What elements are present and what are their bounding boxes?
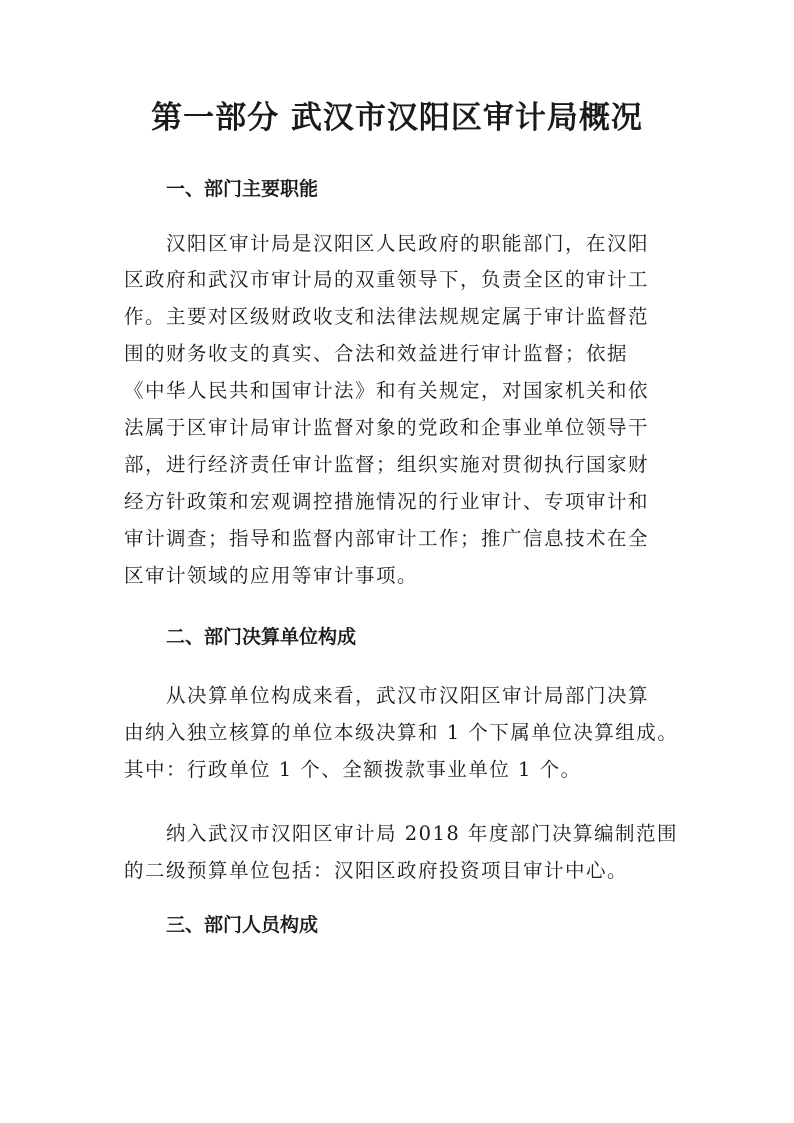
section-heading-personnel: 三、部门人员构成 [166, 914, 319, 936]
paragraph-line: 从决算单位构成来看，武汉市汉阳区审计局部门决算 [166, 684, 650, 707]
paragraph-line: 纳入武汉市汉阳区审计局 2018 年度部门决算编制范围 [166, 822, 679, 845]
paragraph-line: 法属于区审计局审计监督对象的党政和企事业单位领导干 [124, 416, 650, 439]
paragraph-line: 作。主要对区级财政收支和法律法规规定属于审计监督范 [124, 305, 650, 328]
paragraph-line: 的二级预算单位包括：汉阳区政府投资项目审计中心。 [124, 859, 629, 882]
paragraph-line: 汉阳区审计局是汉阳区人民政府的职能部门，在汉阳 [166, 232, 650, 255]
paragraph-line: 围的财务收支的真实、合法和效益进行审计监督；依据 [124, 342, 629, 365]
paragraph-line: 区政府和武汉市审计局的双重领导下，负责全区的审计工 [124, 268, 650, 291]
paragraph-line: 部，进行经济责任审计监督；组织实施对贯彻执行国家财 [124, 453, 650, 476]
paragraph-line: 审计调查；指导和监督内部审计工作；推广信息技术在全 [124, 527, 650, 550]
page-title: 第一部分 武汉市汉阳区审计局概况 [151, 100, 643, 136]
paragraph-line: 其中：行政单位 1 个、全额拨款事业单位 1 个。 [124, 758, 582, 781]
paragraph-line: 《中华人民共和国审计法》和有关规定，对国家机关和依 [124, 379, 650, 402]
section-heading-units: 二、部门决算单位构成 [166, 626, 357, 648]
section-heading-functions: 一、部门主要职能 [166, 178, 319, 200]
paragraph-line: 经方针政策和宏观调控措施情况的行业审计、专项审计和 [124, 490, 650, 513]
paragraph-line: 由纳入独立核算的单位本级决算和 1 个下属单位决算组成。 [124, 721, 679, 744]
paragraph-line: 区审计领域的应用等审计事项。 [124, 564, 419, 587]
